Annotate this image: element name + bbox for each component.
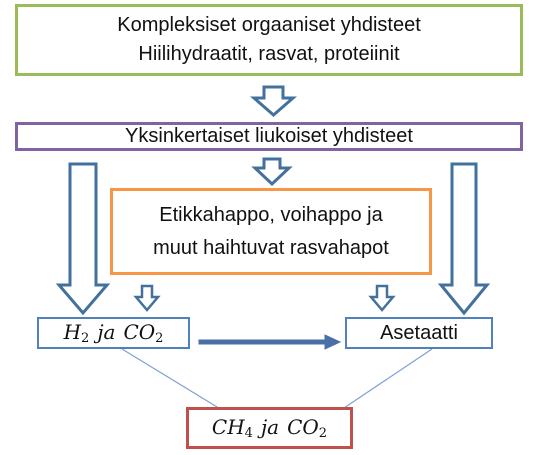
complex-compounds-line1: Kompleksiset orgaaniset yhdisteet (117, 14, 421, 36)
co2-subscript: 2 (155, 331, 164, 346)
co2-symbol: CO (123, 320, 156, 344)
ch4-co2-box (186, 407, 353, 449)
simple-soluble-compounds-box (15, 122, 523, 151)
arrow-acids-to-acetate (371, 286, 393, 310)
complex-compounds-line2: Hiilihydraatit, rasvat, proteiinit (138, 43, 400, 65)
arrow-complex-to-simple (254, 87, 293, 115)
arrow-simple-to-h2 (59, 164, 107, 313)
h2-co2-formula (64, 320, 164, 346)
acetate-label: Asetaatti (380, 321, 458, 344)
volatile-fatty-acids-line1: Etikkahappo, voihappo ja (159, 203, 383, 226)
h2-co2-conjunction: ja (97, 320, 116, 344)
connector-acetate-to-ch4 (341, 349, 432, 410)
ch4-symbol: CH (211, 415, 245, 439)
arrow-acids-to-h2 (136, 286, 158, 310)
simple-soluble-compounds-label: Yksinkertaiset liukoiset yhdisteet (125, 125, 413, 147)
connector-h2-to-ch4 (122, 349, 222, 410)
volatile-fatty-acids-line2: muut haihtuvat rasvahapot (153, 236, 389, 259)
ch4-co2-conjunction: ja (260, 415, 280, 439)
ch4-co2-symbol: CO (287, 415, 319, 439)
acetate-box (345, 317, 493, 349)
volatile-fatty-acids-box (110, 188, 432, 275)
arrow-h2-to-acetate (199, 335, 340, 349)
ch4-co2-formula (212, 415, 327, 441)
ch4-subscript: 4 (244, 426, 253, 441)
h2-subscript: 2 (81, 331, 90, 346)
complex-compounds-box (15, 4, 523, 76)
arrow-simple-to-acids (255, 159, 289, 184)
ch4-co2-subscript: 2 (318, 426, 328, 441)
h2-co2-box (37, 317, 190, 349)
h2-symbol: H (63, 320, 82, 344)
arrow-simple-to-acetate (441, 164, 487, 313)
